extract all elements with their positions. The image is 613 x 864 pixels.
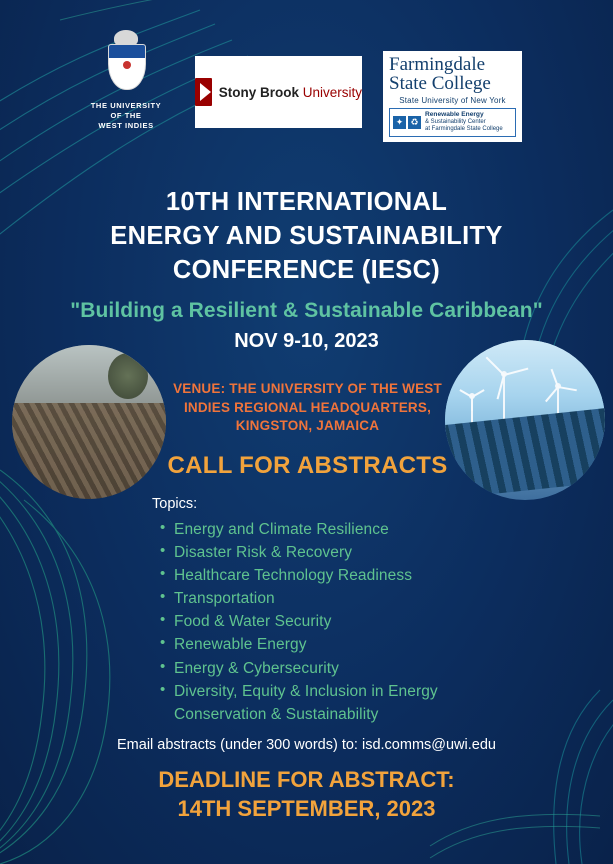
topic-text: Healthcare Technology Readiness — [174, 567, 413, 585]
stony-brook-bold-text: Stony Brook — [218, 84, 299, 100]
uwi-logo-line3: WEST INDIES — [98, 121, 154, 131]
deadline-line-2: 14TH SEPTEMBER, 2023 — [177, 796, 436, 822]
uwi-crest-icon — [100, 30, 152, 96]
title-line-2: ENERGY AND SUSTAINABILITY — [110, 221, 503, 250]
list-item — [174, 657, 492, 680]
logo-row — [0, 26, 613, 156]
topics-label: Topics: — [152, 496, 198, 512]
title-line-3: CONFERENCE (IESC) — [172, 255, 441, 284]
list-item — [174, 610, 492, 633]
farmingdale-logo — [383, 51, 522, 142]
list-item — [174, 633, 492, 656]
farmingdale-line1: Farmingdale — [389, 54, 486, 75]
stony-brook-logo-text — [219, 85, 362, 100]
badge-line2: & Sustainability Center — [425, 118, 486, 125]
topic-text: Food & Water Security — [174, 613, 332, 631]
farmingdale-line2: State College — [389, 73, 491, 95]
topic-text: Transportation — [174, 590, 275, 608]
list-item — [174, 564, 492, 587]
topic-text: Disaster Risk & Recovery — [174, 544, 353, 562]
uwi-logo — [78, 30, 174, 131]
uwi-logo-line1: THE UNIVERSITY — [90, 101, 162, 110]
email-instructions: Email abstracts (under 300 words) to: isd.comms@uwi.edu — [117, 737, 496, 753]
conference-dates: NOV 9-10, 2023 — [234, 329, 379, 352]
farmingdale-line3: State University of New York — [399, 95, 506, 105]
venue-line-1: VENUE: THE UNIVERSITY OF THE WEST — [173, 381, 442, 396]
topic-text: Energy and Climate Resilience — [174, 521, 389, 538]
stony-brook-logo — [195, 56, 362, 128]
photo-left-rubble — [12, 403, 166, 499]
call-for-abstracts-heading: CALL FOR ABSTRACTS — [167, 452, 448, 479]
leaf-icon: ✦ — [393, 116, 406, 129]
stony-brook-mark-icon — [195, 78, 212, 106]
title-line-1: 10TH INTERNATIONAL — [165, 188, 448, 216]
list-item — [174, 518, 492, 541]
topics-section — [152, 496, 492, 726]
badge-icons — [393, 116, 421, 129]
topics-list — [152, 518, 492, 726]
venue-block — [155, 380, 460, 436]
venue-line-3: KINGSTON, JAMAICA — [235, 418, 380, 434]
list-item — [174, 680, 492, 726]
stony-brook-red-text: University — [302, 84, 362, 100]
uwi-logo-line2: OF THE — [110, 111, 142, 121]
recycle-icon: ♻ — [408, 116, 421, 129]
venue-line-2: INDIES REGIONAL HEADQUARTERS, — [183, 399, 432, 415]
conference-subtitle: "Building a Resilient & Sustainable Caribbean" — [70, 298, 543, 322]
photo-left-tree — [108, 353, 148, 399]
deadline-line-1: DEADLINE FOR ABSTRACT: — [158, 767, 455, 792]
badge-line3: at Farmingdale State College — [425, 126, 503, 133]
topic-text: Diversity, Equity & Inclusion in Energy — [174, 682, 438, 700]
badge-line1: Renewable Energy — [425, 110, 484, 118]
list-item — [174, 541, 492, 564]
deadline-block — [0, 765, 613, 824]
uwi-logo-text — [78, 101, 174, 131]
badge-text — [425, 111, 503, 134]
title-block — [0, 186, 613, 353]
list-item — [174, 587, 492, 610]
topic-text: Renewable Energy — [174, 636, 307, 654]
topic-text: Energy & Cybersecurity — [174, 659, 340, 677]
renewable-energy-center-badge — [389, 108, 516, 137]
topic-text-continuation: Conservation & Sustainability — [174, 705, 379, 723]
